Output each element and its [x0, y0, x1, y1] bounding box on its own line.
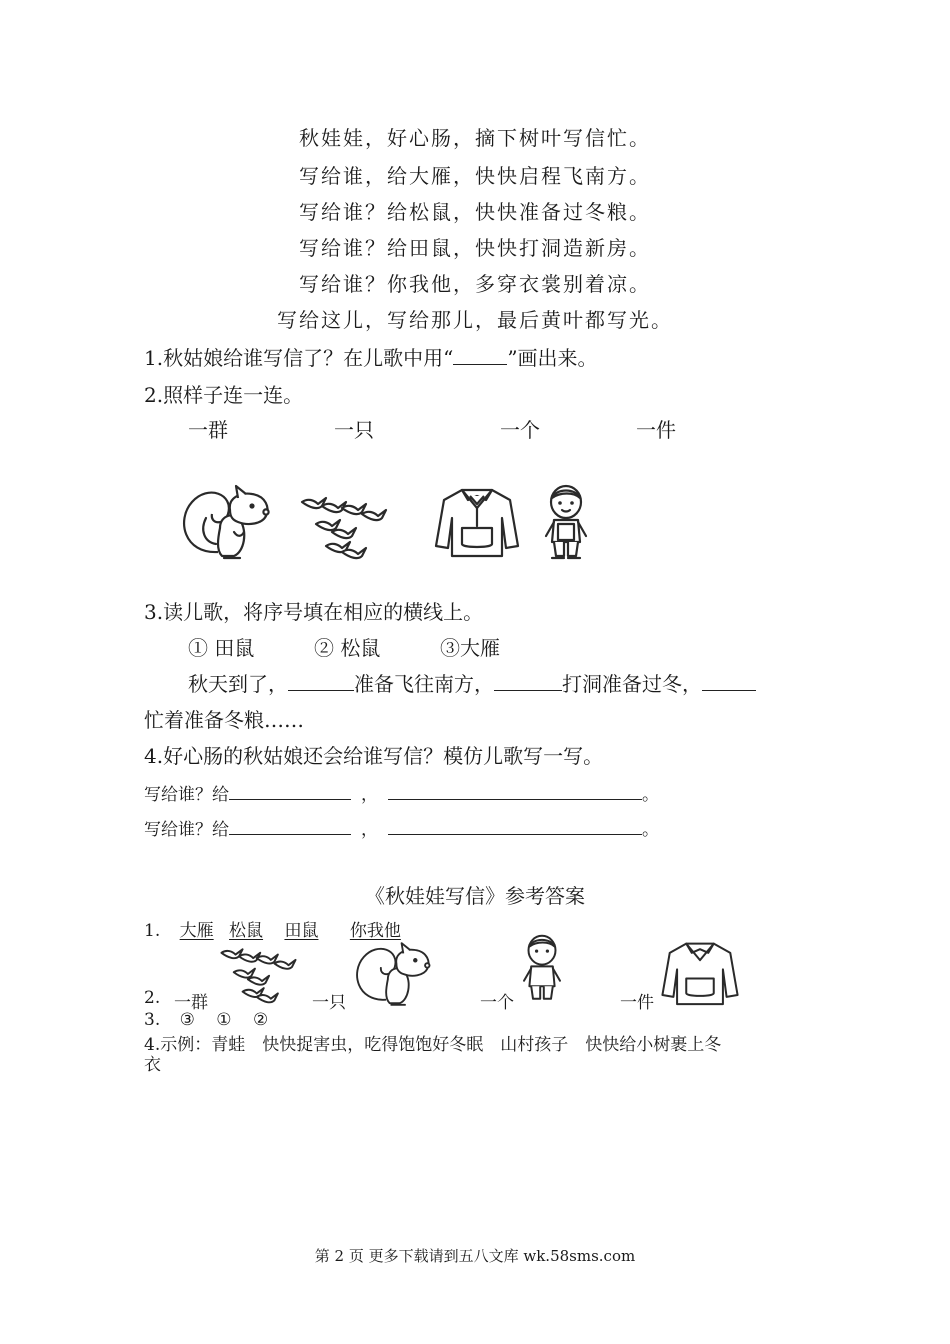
jacket-icon [434, 486, 520, 558]
answer-3-item: ① [216, 1010, 232, 1030]
answer-1-item: 大雁 [179, 921, 214, 941]
writing-blank-content[interactable] [388, 799, 642, 800]
poem-line: 写给谁，给大雁，快快启程飞南方。 [299, 164, 651, 188]
poem-line: 写给这儿，写给那儿，最后黄叶都写光。 [277, 308, 673, 332]
answer-3-item: ② [252, 1010, 269, 1030]
question-3-sentence-line2: 忙着准备冬粮…… [144, 708, 304, 732]
answer-2-word: 一群 [174, 993, 208, 1013]
answer-3 [144, 1010, 268, 1030]
question-3-title: 3.读儿歌，将序号填在相应的横线上。 [144, 600, 484, 624]
writing-end: 。 [642, 820, 659, 840]
answer-4-line1: 4.示例：青蛙 快快捉害虫，吃得饱饱好冬眠 山村孩子 快快给小树裹上冬 [144, 1035, 722, 1055]
answer-1-item: 田鼠 [284, 921, 319, 941]
measure-word-1: 一群 [188, 418, 228, 442]
answer-2-label: 2. [144, 988, 161, 1008]
writing-line [144, 815, 659, 840]
poem-line: 写给谁？你我他，多穿衣裳别着凉。 [299, 272, 651, 296]
option-1: ① 田鼠 [188, 636, 255, 660]
jacket-icon [660, 940, 740, 1006]
option-2: ② 松鼠 [314, 636, 381, 660]
child-icon [542, 484, 590, 564]
measure-word-2: 一只 [334, 418, 374, 442]
answer-1-label: 1. [144, 921, 161, 941]
writing-end: 。 [642, 785, 659, 805]
writing-blank-who[interactable] [229, 834, 351, 835]
question-1 [144, 342, 598, 371]
answer-1-item: 松鼠 [229, 921, 264, 941]
answer-2 [144, 988, 160, 1008]
child-icon [520, 934, 564, 1006]
geese-icon [214, 944, 310, 1004]
answer-2-word: 一件 [620, 993, 654, 1013]
answer-1-item: 你我他 [349, 921, 401, 941]
answer-blank-1[interactable] [288, 690, 354, 691]
writing-blank-content[interactable] [388, 834, 642, 835]
option-3: ③大雁 [440, 636, 500, 660]
answer-blank-2[interactable] [494, 690, 562, 691]
geese-icon [302, 492, 394, 560]
measure-word-3: 一个 [500, 418, 540, 442]
writing-blank-who[interactable] [229, 799, 351, 800]
question-1-blank [453, 364, 507, 365]
squirrel-icon [350, 938, 436, 1010]
poem-line: 写给谁？给田鼠，快快打洞造新房。 [299, 236, 651, 260]
question-2-title: 2.照样子连一连。 [144, 383, 304, 407]
measure-word-4: 一件 [636, 418, 676, 442]
question-1-text-after: ”画出来。 [507, 346, 598, 370]
poem-line: 写给谁？给松鼠，快快准备过冬粮。 [299, 200, 651, 224]
page-footer: 第 2 页 更多下载请到五八文库 wk.58sms.com [314, 1247, 636, 1265]
answer-blank-3[interactable] [702, 690, 756, 691]
writing-prefix: 写给谁？给 [144, 785, 229, 805]
writing-prefix: 写给谁？给 [144, 820, 229, 840]
answer-3-item: ③ [179, 1010, 195, 1030]
answer-4-line2: 衣 [144, 1055, 161, 1075]
answer-2-word: 一个 [480, 993, 514, 1013]
writing-line [144, 780, 659, 805]
writing-comma: ， [361, 820, 378, 840]
sentence-part-3: 打洞准备过冬， [562, 672, 702, 696]
question-1-text-before: 1.秋姑娘给谁写信了？在儿歌中用“ [144, 346, 454, 370]
poem-line: 秋娃娃，好心肠，摘下树叶写信忙。 [299, 126, 651, 150]
answer-3-label: 3. [144, 1010, 161, 1030]
question-4-title: 4.好心肠的秋姑娘还会给谁写信？模仿儿歌写一写。 [144, 744, 604, 768]
answer-2-word: 一只 [312, 993, 346, 1013]
sentence-part-1: 秋天到了， [188, 672, 288, 696]
writing-comma: ， [361, 785, 378, 805]
answers-title: 《秋娃娃写信》参考答案 [365, 884, 585, 908]
squirrel-icon [178, 480, 274, 564]
question-3-sentence [188, 668, 756, 697]
sentence-part-2: 准备飞往南方， [354, 672, 494, 696]
